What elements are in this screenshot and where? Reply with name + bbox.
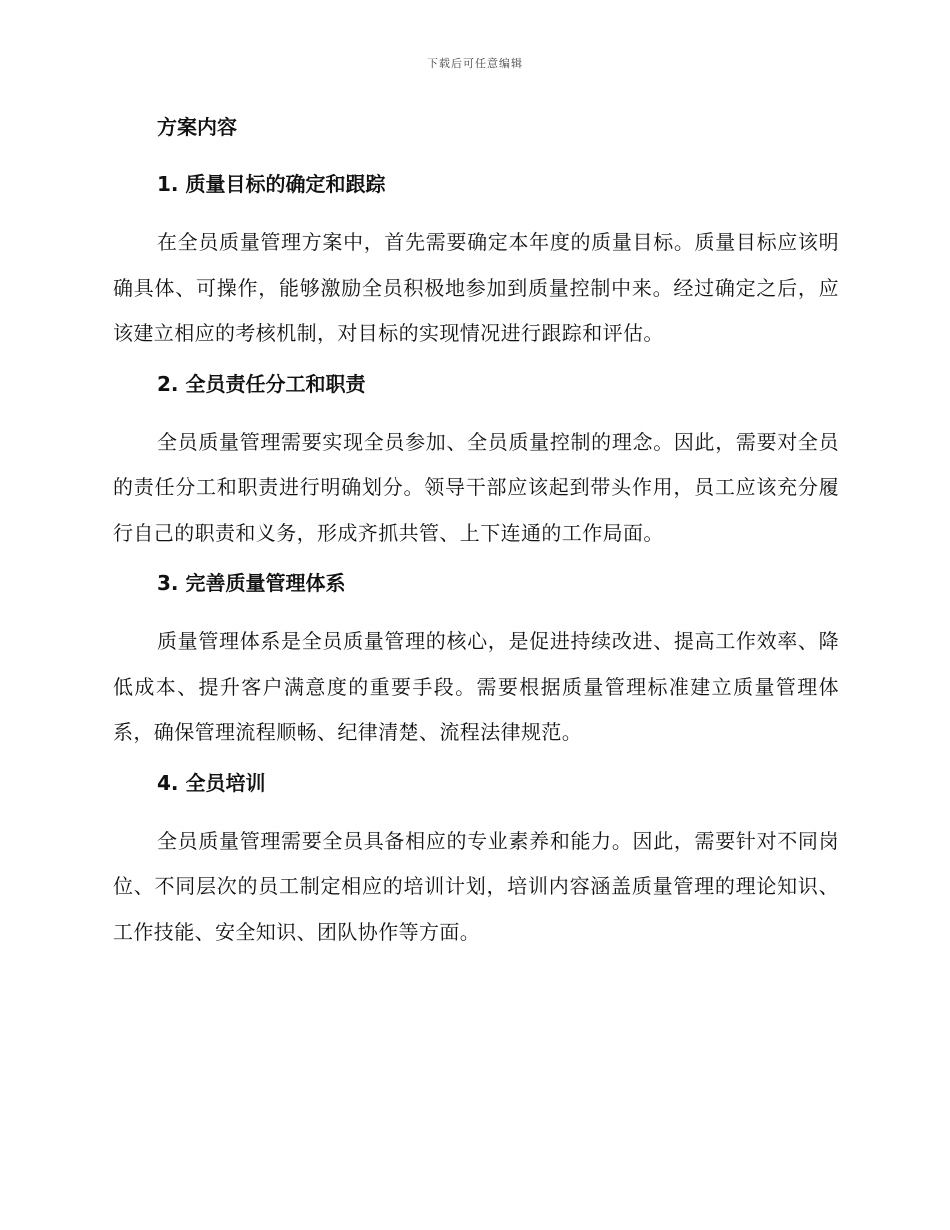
section-paragraph: 质量管理体系是全员质量管理的核心，是促进持续改进、提高工作效率、降低成本、提升客户满意度的重要手段。需要根据质量管理标准建立质量管理体系，确保管理流程顺畅、纪律清楚、流程法律规范。	[113, 629, 839, 744]
section-heading: 1. 质量目标的确定和跟踪	[157, 172, 386, 196]
section-paragraph: 在全员质量管理方案中，首先需要确定本年度的质量目标。质量目标应该明确具体、可操作，能够激励全员积极地参加到质量控制中来。经过确定之后，应该建立相应的考核机制，对目标的实现情况进行跟踪和评估。	[113, 230, 839, 345]
section-4	[113, 768, 839, 956]
section-heading: 3. 完善质量管理体系	[157, 571, 346, 595]
section-paragraph: 全员质量管理需要全员具备相应的专业素养和能力。因此，需要针对不同岗位、不同层次的员工制定相应的培训计划，培训内容涵盖质量管理的理论知识、工作技能、安全知识、团队协作等方面。	[113, 828, 839, 944]
header-note: 下载后可任意编辑	[427, 57, 523, 70]
section-paragraph: 全员质量管理需要实现全员参加、全员质量控制的理念。因此，需要对全员的责任分工和职责进行明确划分。领导干部应该起到带头作用，员工应该充分履行自己的职责和义务，形成齐抓共管、上下连通的工作局面。	[113, 429, 839, 545]
section-1	[113, 169, 839, 357]
document-title: 方案内容	[157, 115, 237, 139]
section-heading: 4. 全员培训	[157, 770, 266, 795]
section-3	[113, 568, 839, 756]
document-body	[113, 112, 839, 967]
section-2	[113, 369, 839, 557]
section-heading: 2. 全员责任分工和职责	[157, 371, 366, 396]
